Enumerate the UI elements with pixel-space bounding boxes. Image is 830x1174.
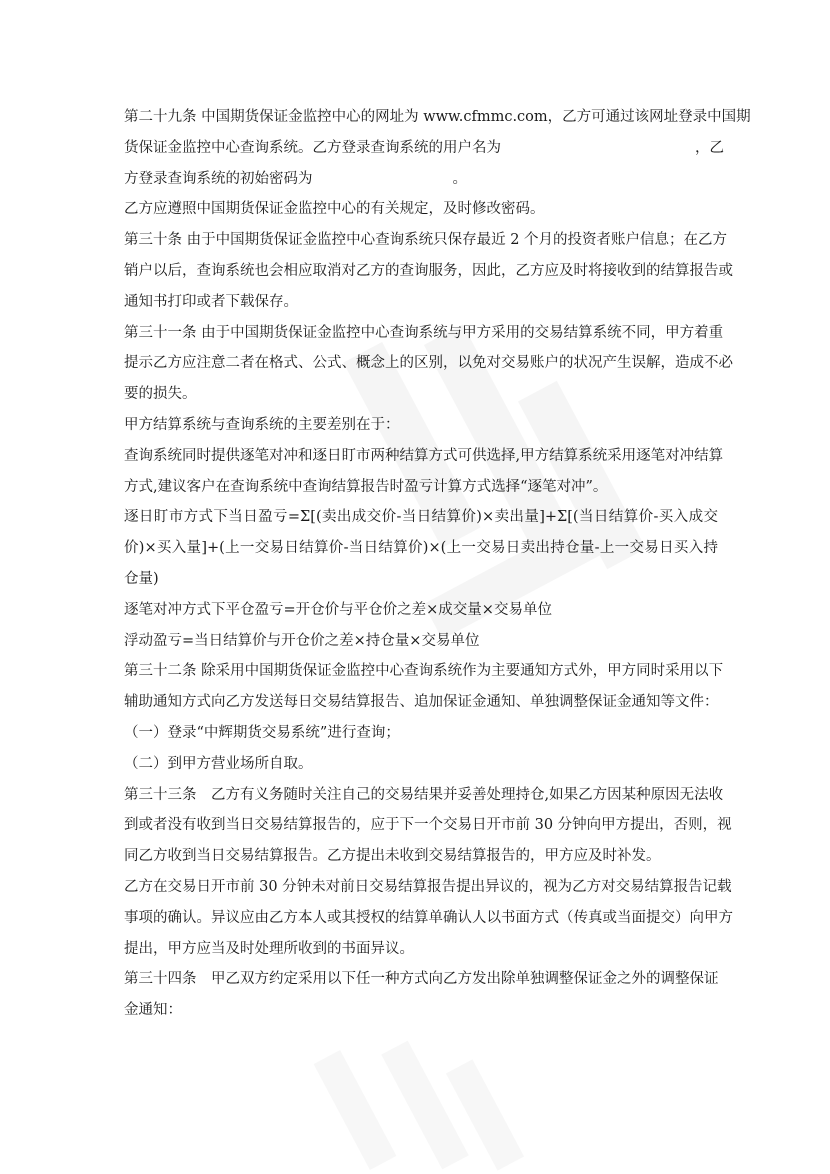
text-line: 查询系统同时提供逐笔对冲和逐日盯市两种结算方式可供选择,甲方结算系统采用逐笔对冲结算 [124,447,724,464]
text-line: 甲方结算系统与查询系统的主要差别在于： [124,416,400,433]
paragraph-mark-to-market-formula [124,502,718,594]
paragraph-article-32 [124,656,724,718]
text-line: 价)×买入量]+(上一交易日结算价-当日结算价)×(上一交易日卖出持仓量-上一交易日买入持 [124,540,718,557]
paragraph-closing-pnl-formula [124,595,718,626]
text-fragment: 。 [452,170,467,187]
paragraph-settlement-methods [124,441,724,503]
text-line: 销户以后，查询系统也会相应取消对乙方的查询服务，因此，乙方应及时将接收到的结算报告或 [124,262,733,279]
text-line: 乙方在交易日开市前 30 分钟未对前日交易结算报告提出异议的，视为乙方对交易结算报告记载 [124,878,732,895]
text-line: 到或者没有收到当日交易结算报告的，应于下一个交易日开市前 30 分钟向甲方提出，否则，视 [124,817,732,834]
text-line: 第三十一条 由于中国期货保证金监控中心查询系统与甲方采用的交易结算系统不同，甲方着重 [124,324,724,341]
paragraph-differences-intro [124,410,718,441]
text-line: 同乙方收到当日交易结算报告。乙方提出未收到交易结算报告的，甲方应及时补发。 [124,848,661,865]
paragraph-article-29 [124,102,751,194]
text-line: 辅助通知方式向乙方发送每日交易结算报告、追加保证金通知、单独调整保证金通知等文件： [124,694,719,711]
text-line: 第三十四条 甲乙双方约定采用以下任一种方式向乙方发出除单独调整保证金之外的调整保证 [124,971,719,988]
text-fragment: ，乙 [695,139,724,156]
text-line: 乙方应遵照中国期货保证金监控中心的有关规定，及时修改密码。 [124,201,545,218]
paragraph-article-31 [124,318,733,410]
text-line: （二）到甲方营业场所自取。 [124,755,313,772]
text-line: 提示乙方应注意二者在格式、公式、概念上的区别，以免对交易账户的状况产生误解，造成不必 [124,355,733,372]
list-item-login [124,718,718,749]
text-line: 事项的确认。异议应由乙方本人或其授权的结算单确认人以书面方式（传真或当面提交）向甲方 [124,909,733,926]
text-line: 通知书打印或者下载保存。 [124,293,298,310]
text-line: 要的损失。 [124,386,197,403]
text-line: 第二十九条 中国期货保证金监控中心的网址为 www.cfmmc.com，乙方可通过该网址登录中国期 [124,109,751,125]
text-line: 第三十三条 乙方有义务随时关注自己的交易结果并妥善处理持仓,如果乙方因某种原因无法收 [124,786,724,803]
text-line: 仓量) [124,570,159,587]
text-line: 浮动盈亏=当日结算价与开仓价之差×持仓量×交易单位 [124,632,480,649]
text-line [124,164,718,195]
text-line: 金通知： [124,1002,182,1019]
document-body [124,102,751,1026]
paragraph-floating-pnl-formula [124,626,718,657]
username-label: 货保证金监控中心查询系统。乙方登录查询系统的用户名为 [124,139,501,156]
watermark-logo-bottom [300,1030,540,1170]
paragraph-objection [124,872,733,964]
text-line: 逐笔对冲方式下平仓盈亏=开仓价与平仓价之差×成交量×交易单位 [124,601,552,618]
text-line: 提出，甲方应当及时处理所收到的书面异议。 [124,940,414,957]
text-line [124,133,724,164]
paragraph-article-34 [124,964,718,1026]
text-line: 逐日盯市方式下当日盈亏=Σ[(卖出成交价-当日结算价)×卖出量]+Σ[(当日结算价-买入成交 [124,509,718,526]
text-line: 第三十条 由于中国期货保证金监控中心查询系统只保存最近 2 个月的投资者账户信息；在乙方 [124,232,728,249]
password-label: 方登录查询系统的初始密码为 [124,170,313,187]
text-line: 第三十二条 除采用中国期货保证金监控中心查询系统作为主要通知方式外，甲方同时采用以下 [124,663,724,680]
paragraph-article-30 [124,225,733,317]
text-line: （一）登录“中辉期货交易系统”进行查询； [124,724,400,741]
text-line: 方式,建议客户在查询系统中查询结算报告时盈亏计算方式选择“逐笔对冲”。 [124,478,608,495]
paragraph-change-password [124,194,718,225]
list-item-pickup [124,749,718,780]
paragraph-article-33 [124,780,732,872]
